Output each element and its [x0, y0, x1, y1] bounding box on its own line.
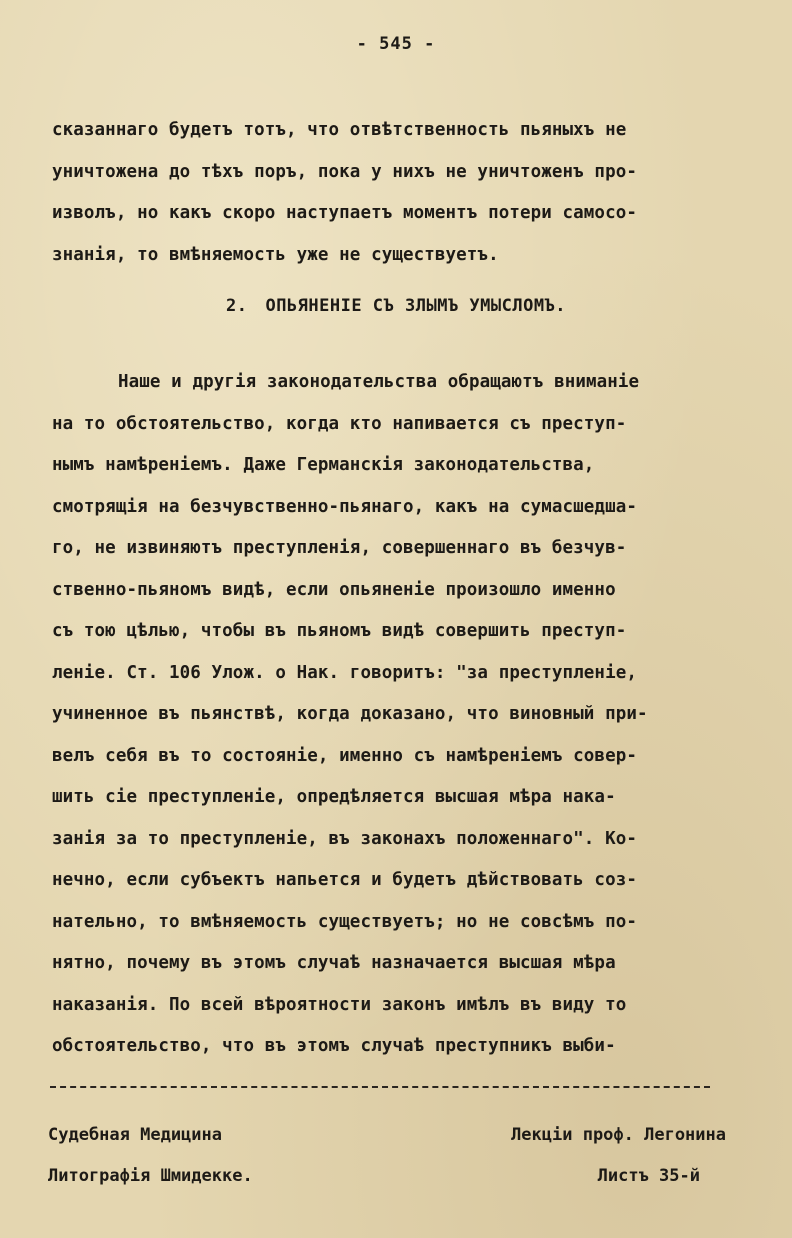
text-line: леніе. Ст. 106 Улож. о Нак. говоритъ: "за преступленіе,	[52, 662, 637, 683]
text-line: шить сіе преступленіе, опредѣляется высшая мѣра нака-	[52, 787, 616, 807]
footer-course-title: Судебная Медицина	[48, 1125, 222, 1145]
footer-divider	[50, 1086, 710, 1088]
text-line: ственно-пьяномъ видѣ, если опьяненіе произошло именно	[52, 579, 616, 600]
section-title: ОПЬЯНЕНІЕ СЪ ЗЛЫМЪ УМЫСЛОМЪ.	[265, 296, 567, 316]
text-line: Наше и другія законодательства обращаютъ вниманіе	[118, 372, 640, 392]
section-heading	[0, 296, 792, 316]
text-line: нечно, если субъектъ напьется и будетъ дѣйствовать соз-	[52, 870, 637, 890]
text-line: занія за то преступленіе, въ законахъ положеннаго". Ко-	[52, 828, 637, 849]
text-line: велъ себя въ то состояніе, именно съ намѣреніемъ совер-	[52, 745, 637, 766]
text-line: учиненное въ пьянствѣ, когда доказано, что виновный при-	[52, 704, 648, 724]
text-line: обстоятельство, что въ этомъ случаѣ преступникъ выби-	[52, 1036, 616, 1056]
text-line: изволъ, но какъ скоро наступаетъ моментъ потери самосо-	[52, 203, 637, 223]
text-line: смотрящія на безчувственно-пьянаго, какъ на сумасшедша-	[52, 496, 637, 517]
footer-lithography: Литографія Шмидекке.	[48, 1166, 253, 1186]
text-line: на то обстоятельство, когда кто напивается съ преступ-	[52, 413, 627, 434]
intro-paragraph	[52, 110, 752, 276]
text-line: нымъ намѣреніемъ. Даже Германскія законодательства,	[52, 455, 595, 475]
text-line: уничтожена до тѣхъ поръ, пока у нихъ не уничтоженъ про-	[52, 161, 637, 182]
footer-sheet-number: Листъ 35-й	[597, 1166, 700, 1186]
text-line: нятно, почему въ этомъ случаѣ назначается высшая мѣра	[52, 953, 616, 973]
section-number: 2.	[225, 296, 248, 316]
text-line: сказаннаго будетъ тотъ, что отвѣтственность пьяныхъ не	[52, 120, 627, 140]
text-line: наказанія. По всей вѣроятности законъ имѣлъ въ виду то	[52, 994, 627, 1015]
text-line: съ тою цѣлью, чтобы въ пьяномъ видѣ совершить преступ-	[52, 621, 627, 641]
body-paragraph	[52, 362, 752, 1068]
page-number: - 545 -	[356, 34, 436, 54]
footer-lecturer: Лекціи проф. Легонина	[511, 1125, 726, 1145]
text-line: знанія, то вмѣняемость уже не существуетъ.	[52, 244, 499, 265]
text-line: нательно, то вмѣняемость существуетъ; но не совсѣмъ по-	[52, 911, 637, 932]
text-line: го, не извиняютъ преступленія, совершеннаго въ безчув-	[52, 538, 627, 558]
